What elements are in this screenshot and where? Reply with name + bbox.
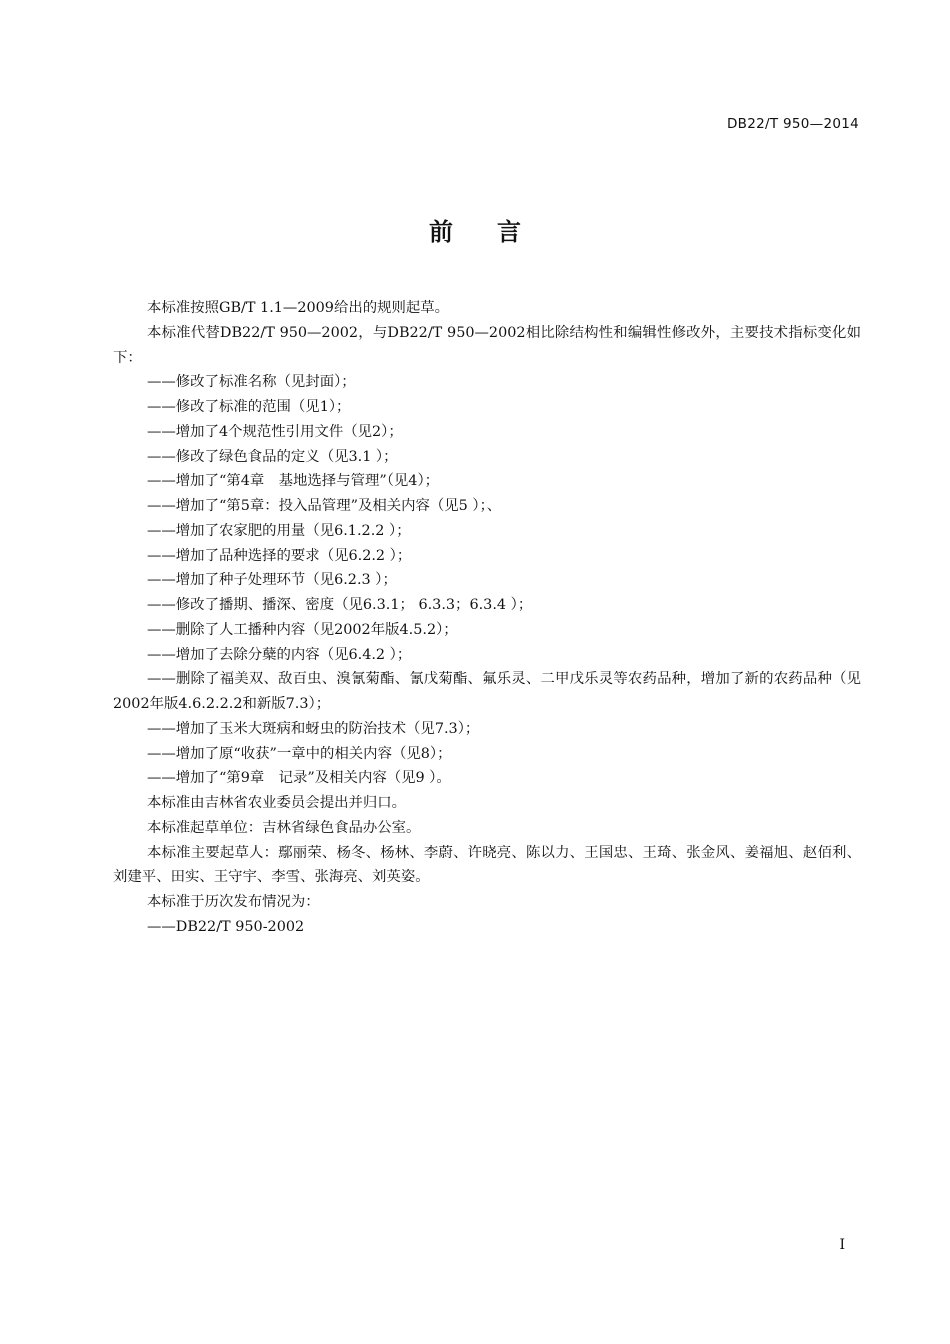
- list-item: ——增加了“第9章 记录”及相关内容（见9 ）。: [147, 770, 451, 787]
- list-item: ——增加了去除分蘖的内容（见6.4.2 ）；: [147, 646, 412, 663]
- list-item: ——增加了“第4章 基地选择与管理”（见4）；: [147, 473, 440, 490]
- paragraph: 本标准代替DB22/T 950—2002，与DB22/T 950—2002相比除结构性和编辑性修改外，主要技术指标变化如下：: [113, 324, 861, 366]
- list-item: ——增加了“第5章：投入品管理”及相关内容（见5 ）；、: [147, 498, 502, 514]
- list-item: ——增加了种子处理环节（见6.2.3 ）；: [147, 572, 397, 589]
- paragraph: 本标准按照GB/T 1.1—2009给出的规则起草。: [147, 300, 450, 316]
- list-item: ——DB22/T 950-2002: [147, 918, 305, 935]
- list-item: ——增加了品种选择的要求（见6.2.2 ）；: [147, 547, 412, 564]
- list-item: ——修改了绿色食品的定义（见3.1 ）；: [147, 448, 398, 465]
- list-item: ——增加了4个规范性引用文件（见2）；: [147, 423, 403, 440]
- page-title: 前言: [429, 218, 565, 246]
- paragraph: 本标准主要起草人：鄢丽荣、杨冬、杨林、李蔚、许晓亮、陈以力、王国忠、王琦、张金风、姜福旭、赵佰利、刘建平、田实、王守宇、李雪、张海亮、刘英姿。: [113, 844, 861, 886]
- list-item: ——修改了标准的范围（见1）；: [147, 399, 351, 415]
- list-item: ——增加了农家肥的用量（见6.1.2.2 ）；: [147, 522, 411, 539]
- list-item: ——增加了原“收获”一章中的相关内容（见8）；: [147, 745, 452, 762]
- list-item: ——修改了播期、播深、密度（见6.3.1； 6.3.3；6.3.4 ）；: [147, 597, 533, 613]
- paragraph: 本标准于历次发布情况为：: [147, 894, 320, 910]
- page-number: I: [839, 1237, 845, 1253]
- list-item: ——删除了福美双、敌百虫、溴氰菊酯、氰戊菊酯、氟乐灵、二甲戊乐灵等农药品种，增加了新的农药品种（见2002年版4.6.2.2.2和新版7.3）；: [113, 671, 861, 712]
- paragraph: 本标准由吉林省农业委员会提出并归口。: [147, 795, 407, 811]
- list-item: ——增加了玉米大斑病和蚜虫的防治技术（见7.3）；: [147, 720, 480, 737]
- document-code: DB22/T 950—2014: [726, 116, 859, 132]
- paragraph: 本标准起草单位：吉林省绿色食品办公室。: [147, 819, 421, 836]
- foreword-body: [113, 296, 861, 940]
- list-item: ——修改了标准名称（见封面）；: [147, 374, 356, 391]
- list-item: ——删除了人工播种内容（见2002年版4.5.2）；: [147, 621, 458, 638]
